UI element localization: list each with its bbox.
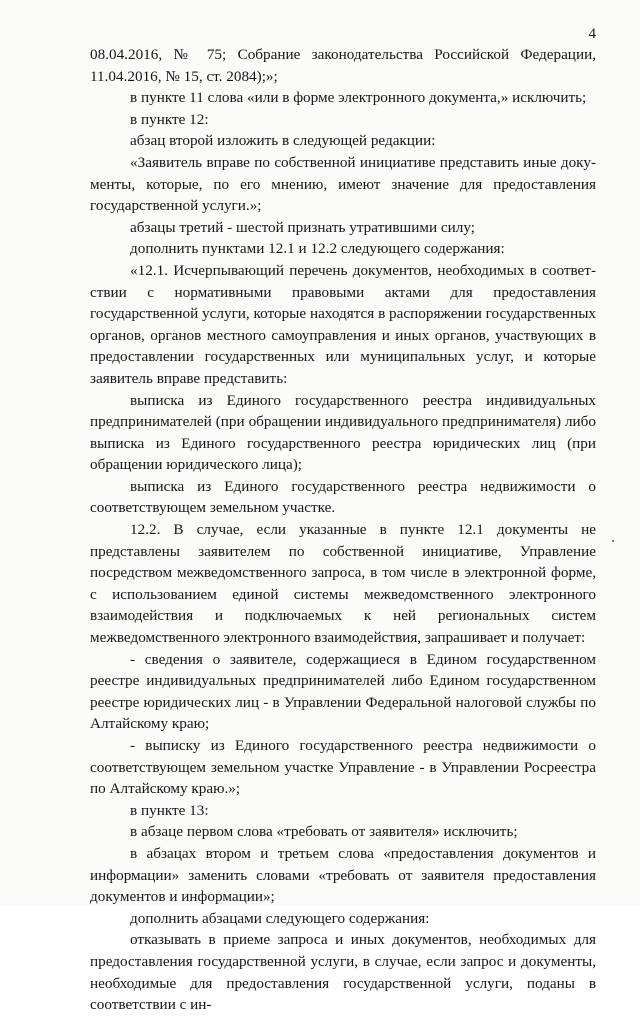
paragraph: «Заявитель вправе по собственной инициативе представить иные документы, которые, по его мнению, имеют значение для предоставления государственной услуги.»; [90,153,596,215]
page-number: 4 [588,26,596,42]
paragraph: - выписку из Единого государственного реестра недвижимости о соответствующем земельном участке Управление - в Управлении Росреестра по Алтайскому краю.»; [90,737,596,798]
paragraph: в абзацах втором и третьем слова «предоставления документов и информации» заменить словами «требовать от заявителя предоставления документов и информации»; [90,844,596,906]
paragraph: отказывать в приеме запроса и иных документов, необходимых для предоставления государственной услуги, в случае, если запрос и документы, необходимые для предоставления государственной услуги, поданы в соответствии с ин- [90,931,596,1014]
paragraph: в абзаце первом слова «требовать от заявителя» исключить; [130,823,518,841]
scan-speck [612,540,614,542]
paragraph: 12.2. В случае, если указанные в пункте 12.1 документы не представлены заявителем по собственной инициативе, Управление посредством межведомственного запроса, в том числе в электронной форме, с использованием единой системы межведомственного электронного взаимодействия и подключаемых к ней региональных систем межведомственного электронного взаимодействия, запрашивает и получает: [90,521,596,647]
paragraph: «12.1. Исчерпывающий перечень документов, необходимых в соответствии с нормативными правовыми актами для предоставления государственной услуги, которые находятся в распоряжении государственных органов, органов местного самоуправления и иных органов, участвующих в предоставлении государственных или муниципальных услуг, и которые заявитель вправе представить: [90,261,596,387]
paragraph: в пункте 13: [130,801,209,819]
document-body [90,44,596,1016]
paragraph: абзацы третий - шестой признать утратившими силу; [130,218,475,236]
paragraph: дополнить пунктами 12.1 и 12.2 следующего содержания: [130,240,505,258]
paragraph: выписка из Единого государственного реестра недвижимости о соответствующем земельном участке. [90,477,596,517]
paragraph: выписка из Единого государственного реестра индивидуальных предпринимателей (при обращении индивидуального предпринимателя) либо выписка из Единого государственного реестра юридических лиц (при обращении юридического лица); [90,391,596,474]
paragraph: 08.04.2016, № 75; Собрание законодательства Российской Федерации, 11.04.2016, № 15, ст. 2084);»; [90,46,596,85]
paragraph: - сведения о заявителе, содержащиеся в Едином государственном реестре индивидуальных предпринимателей либо Едином государственном реестре юридических лиц - в Управлении Федеральной налоговой службы по Алтайскому краю; [90,650,596,733]
paragraph: дополнить абзацами следующего содержания: [130,909,430,927]
paragraph: абзац второй изложить в следующей редакции: [130,132,436,150]
paragraph: в пункте 12: [130,110,209,128]
paragraph: в пункте 11 слова «или в форме электронного документа,» исключить; [130,89,587,107]
